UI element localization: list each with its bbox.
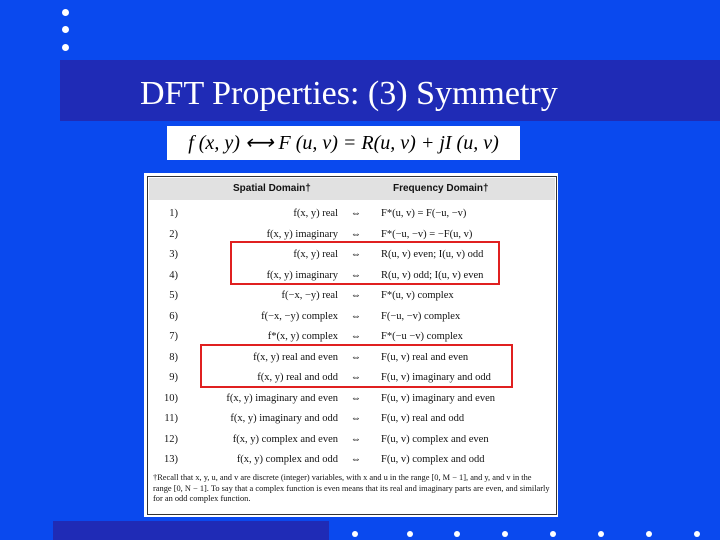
spatial-cell: f(x, y) imaginary and even bbox=[226, 392, 338, 404]
equivalence-arrow-icon: ⇔ bbox=[350, 290, 362, 301]
frequency-cell: F(u, v) real and even bbox=[381, 351, 469, 363]
row-number: 9) bbox=[169, 372, 178, 383]
spatial-cell: f(x, y) imaginary bbox=[266, 228, 338, 240]
frequency-cell: R(u, v) even; I(u, v) odd bbox=[381, 249, 484, 260]
spatial-cell: f(x, y) complex and even bbox=[232, 433, 338, 445]
table-row bbox=[148, 409, 556, 429]
spatial-cell: f(x, y) real and odd bbox=[257, 372, 338, 383]
decorative-dot bbox=[62, 9, 69, 16]
equivalence-arrow-icon: ⇔ bbox=[350, 372, 362, 383]
row-number: 4) bbox=[169, 269, 178, 281]
equivalence-arrow-icon: ⇔ bbox=[350, 228, 362, 240]
equivalence-arrow-icon: ⇔ bbox=[350, 208, 362, 219]
row-number: 1) bbox=[169, 208, 178, 219]
frequency-cell: F(u, v) complex and odd bbox=[381, 454, 485, 465]
spatial-cell: f(x, y) imaginary bbox=[266, 269, 338, 281]
spatial-cell: f(−x, −y) real bbox=[281, 290, 338, 301]
table-row bbox=[148, 204, 556, 224]
row-number: 10) bbox=[164, 392, 178, 404]
table-footnote: †Recall that x, y, u, and v are discrete (integer) variables, with x and u in the range [0, M − 1], and y, and v in the range [0, N − 1]. To say that a complex function is even means that its real and imaginary parts are even, and similarly for an odd complex function. bbox=[153, 473, 550, 503]
symmetry-table-panel bbox=[144, 173, 558, 517]
equivalence-arrow-icon: ⇔ bbox=[350, 413, 362, 424]
decorative-dot bbox=[352, 531, 358, 537]
frequency-cell: F*(−u −v) complex bbox=[381, 331, 463, 342]
frequency-cell: F(−u, −v) complex bbox=[381, 310, 461, 322]
decorative-dot bbox=[62, 44, 69, 51]
frequency-cell: F(u, v) imaginary and odd bbox=[381, 372, 491, 383]
equivalence-arrow-icon: ⇔ bbox=[350, 331, 362, 342]
spatial-domain-header: Spatial Domain† bbox=[233, 183, 311, 194]
symmetry-table bbox=[147, 176, 557, 515]
decorative-dot bbox=[62, 26, 69, 33]
equivalence-arrow-icon: ⇔ bbox=[350, 249, 362, 260]
equivalence-arrow-icon: ⇔ bbox=[350, 392, 362, 404]
decorative-dot bbox=[454, 531, 460, 537]
row-number: 6) bbox=[169, 310, 178, 322]
row-number: 2) bbox=[169, 228, 178, 240]
transform-pair-equation: f (x, y) ⟷ F (u, v) = R(u, v) + jI (u, v) bbox=[167, 126, 520, 160]
table-row bbox=[148, 450, 556, 470]
row-number: 11) bbox=[164, 413, 178, 424]
spatial-cell: f(x, y) real and even bbox=[253, 351, 338, 363]
decorative-dot bbox=[550, 531, 556, 537]
frequency-cell: F*(−u, −v) = −F(u, v) bbox=[381, 228, 473, 240]
frequency-cell: F(u, v) complex and even bbox=[381, 433, 489, 445]
row-number: 12) bbox=[164, 433, 178, 445]
bottom-band bbox=[53, 521, 329, 540]
spatial-cell: f*(x, y) complex bbox=[267, 331, 338, 342]
spatial-cell: f(x, y) imaginary and odd bbox=[230, 413, 338, 424]
decorative-dot bbox=[502, 531, 508, 537]
row-number: 3) bbox=[169, 249, 178, 260]
table-row bbox=[148, 307, 556, 327]
frequency-cell: F(u, v) real and odd bbox=[381, 413, 465, 424]
decorative-dot bbox=[646, 531, 652, 537]
row-number: 8) bbox=[169, 351, 178, 363]
frequency-domain-header: Frequency Domain† bbox=[393, 183, 489, 194]
highlight-box-rows-8-9 bbox=[200, 344, 513, 388]
frequency-cell: R(u, v) odd; I(u, v) even bbox=[381, 269, 484, 281]
decorative-dot bbox=[694, 531, 700, 537]
slide-title: DFT Properties: (3) Symmetry bbox=[140, 75, 558, 112]
equivalence-arrow-icon: ⇔ bbox=[350, 269, 362, 281]
frequency-cell: F(u, v) imaginary and even bbox=[381, 392, 496, 404]
table-row bbox=[148, 430, 556, 450]
equivalence-arrow-icon: ⇔ bbox=[350, 454, 362, 465]
frequency-cell: F*(u, v) complex bbox=[381, 290, 454, 301]
equivalence-arrow-icon: ⇔ bbox=[350, 351, 362, 363]
frequency-cell: F*(u, v) = F(−u, −v) bbox=[381, 208, 467, 219]
decorative-dot bbox=[407, 531, 413, 537]
table-header bbox=[149, 178, 555, 200]
decorative-dot bbox=[598, 531, 604, 537]
table-row bbox=[148, 389, 556, 409]
spatial-cell: f(x, y) real bbox=[293, 249, 338, 260]
spatial-cell: f(−x, −y) complex bbox=[261, 310, 338, 322]
table-row bbox=[148, 286, 556, 306]
row-number: 7) bbox=[169, 331, 178, 342]
row-number: 5) bbox=[169, 290, 178, 301]
row-number: 13) bbox=[164, 454, 178, 465]
equivalence-arrow-icon: ⇔ bbox=[350, 310, 362, 322]
equivalence-arrow-icon: ⇔ bbox=[350, 433, 362, 445]
highlight-box-rows-3-4 bbox=[230, 241, 500, 285]
spatial-cell: f(x, y) complex and odd bbox=[236, 454, 338, 465]
spatial-cell: f(x, y) real bbox=[293, 208, 338, 219]
